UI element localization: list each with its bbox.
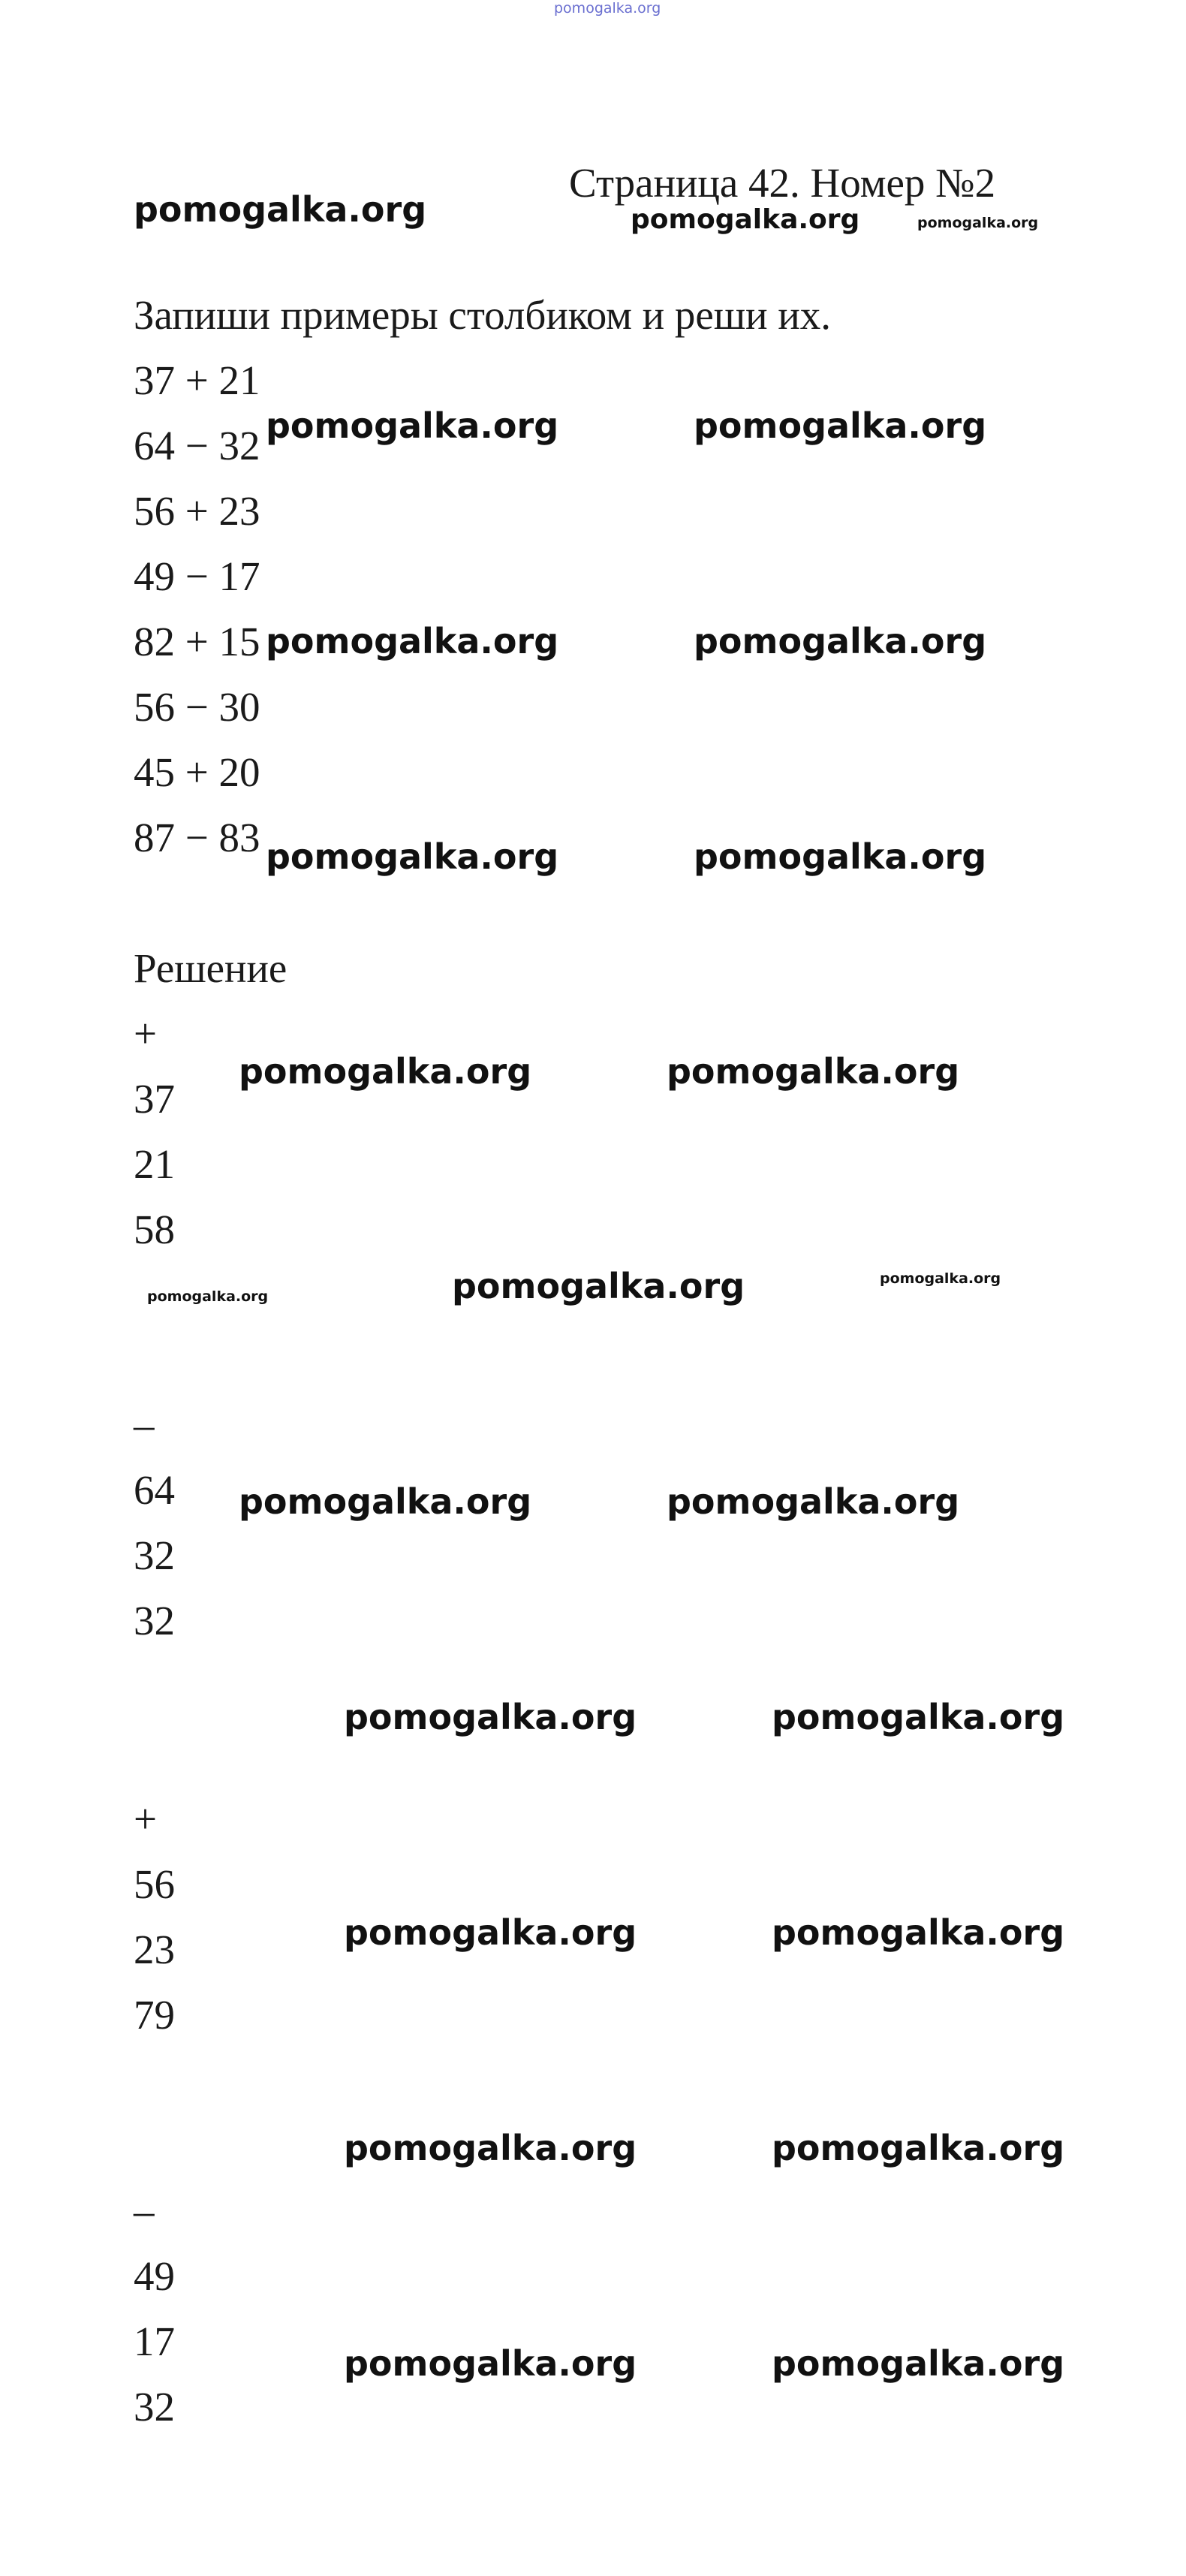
watermark: pomogalka.org [694,836,987,877]
watermark: pomogalka.org [667,1481,960,1522]
solution-heading: Решение [134,945,287,991]
result-line: 58 [134,1207,175,1252]
operation-sign: – [134,2188,155,2234]
operation-sign: + [134,1796,158,1842]
operand-line: 64 [134,1467,175,1513]
watermark: pomogalka.org [239,1481,532,1522]
watermark: pomogalka.org [772,1912,1065,1953]
example: 56 − 30 [134,684,260,730]
watermark: pomogalka.org [631,204,860,235]
result-line: 32 [134,2384,175,2430]
example: 82 + 15 [134,619,260,664]
example: 49 − 17 [134,553,260,599]
result-line: 79 [134,1992,175,2038]
example: 37 + 21 [134,357,260,403]
example: 87 − 83 [134,815,260,860]
watermark-top: pomogalka.org [554,0,661,17]
watermark: pomogalka.org [344,2343,637,2384]
operation-sign: + [134,1011,158,1056]
task-instruction: Запиши примеры столбиком и реши их. [134,292,832,338]
watermark: pomogalka.org [344,1912,637,1953]
watermark: pomogalka.org [772,1697,1065,1737]
operand-line: 37 [134,1076,175,1122]
operand-line: 23 [134,1927,175,1972]
example: 45 + 20 [134,749,260,795]
watermark: pomogalka.org [452,1266,745,1306]
watermark: pomogalka.org [772,2128,1065,2168]
example: 56 + 23 [134,488,260,534]
operand-line: 17 [134,2318,175,2364]
operand-line: 49 [134,2253,175,2299]
page-title: Страница 42. Номер №2 [569,160,996,206]
watermark: pomogalka.org [134,189,427,230]
watermark: pomogalka.org [667,1051,960,1092]
operand-line: 21 [134,1141,175,1187]
operand-line: 32 [134,1532,175,1578]
watermark: pomogalka.org [694,621,987,661]
watermark: pomogalka.org [147,1288,269,1305]
watermark: pomogalka.org [266,621,559,661]
result-line: 32 [134,1598,175,1644]
watermark: pomogalka.org [266,836,559,877]
watermark: pomogalka.org [344,1697,637,1737]
watermark: pomogalka.org [772,2343,1065,2384]
watermark: pomogalka.org [239,1051,532,1092]
example: 64 − 32 [134,423,260,469]
operation-sign: – [134,1402,155,1448]
watermark: pomogalka.org [880,1270,1001,1287]
watermark: pomogalka.org [694,405,987,446]
watermark: pomogalka.org [344,2128,637,2168]
operand-line: 56 [134,1861,175,1907]
watermark: pomogalka.org [266,405,559,446]
watermark: pomogalka.org [917,215,1039,231]
